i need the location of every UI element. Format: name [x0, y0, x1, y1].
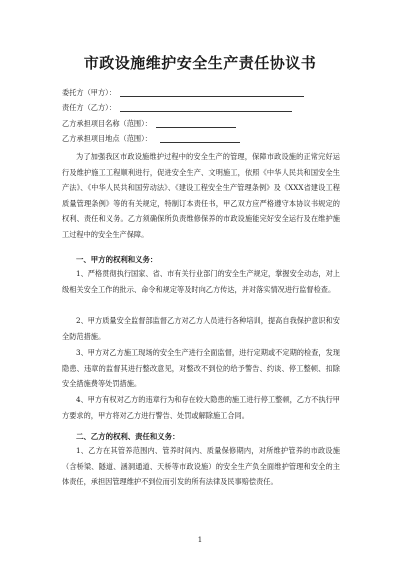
intro-paragraph: 为了加强我区市政设施维护过程中的安全生产的管理，保障市政设施的正常完好运行及维护施工工程顺利进行，促进安全生产、文明施工，依照《中华人民共和国安全生产法》、《中华人民共和国劳动法》、《建设工程安全生产管理条例》及《XXX省建设工程质量管理条例》等的有关规定，特制订本责任书，甲乙双方应严格遵守本协议书规定的权利、责任和义务。乙方须确保所负责维修保养的市政设施能完好安全运行及在维护施工过程中的安全生产保障。 — [62, 152, 340, 239]
client-label: 委托方（甲方）： — [62, 88, 116, 97]
responsible-blank-line — [120, 111, 292, 112]
section1-item-2: 2、甲方质量安全监督部监督乙方对乙方人员进行各种培训，提高自我保护意识和安全防范措施。 — [62, 316, 340, 341]
section1-item-3: 3、甲方对乙方施工现场的安全生产进行全面监督，进行定期或不定期的检查，发现隐患、违章的监督其进行整改意见，对整改不到位的给予警告、约谈、停工整顿、扣除安全措施费等处罚措施。 — [62, 348, 340, 388]
section2-item-1: 1、乙方在其管养范围内、管养时间内、质量保修期内，对所维护管养的市政设施（含桥梁、隧道、涵洞通道、天桥等市政设施）的安全生产负全面维护管理和安全的主体责任，承担因管理维护不到位而引发的所有法律及民事赔偿责任。 — [62, 446, 340, 486]
document-title: 市政设施维护安全生产责任协议书 — [83, 54, 317, 72]
project-location-blank-line — [160, 142, 240, 143]
client-blank-line — [120, 96, 304, 97]
section1-item-4: 4、甲方有权对乙方的违章行为和存在较大隐患的施工进行停工整顿，乙方不执行甲方要求的，甲方将对乙方进行警告、处罚或解除施工合同。 — [62, 395, 340, 420]
project-name-blank-line — [156, 127, 236, 128]
section1-item-1: 1、严格贯彻执行国家、省、市有关行业部门的安全生产规定，掌握安全动态，对上级相关安全工作的批示、命令和规定等及时向乙方传达，并对落实情况进行监督检查。 — [62, 269, 340, 294]
page-number: 1 — [197, 536, 203, 544]
project-name-label: 乙方承担项目名称（范围）： — [62, 119, 152, 128]
section2-heading: 二、乙方的权利、责任和义务： — [76, 432, 180, 441]
section1-heading: 一、甲方的权利和义务： — [76, 255, 158, 264]
responsible-label: 责任方（乙方）： — [62, 103, 116, 112]
project-location-label: 乙方承担项目地点（范围）： — [62, 134, 152, 143]
